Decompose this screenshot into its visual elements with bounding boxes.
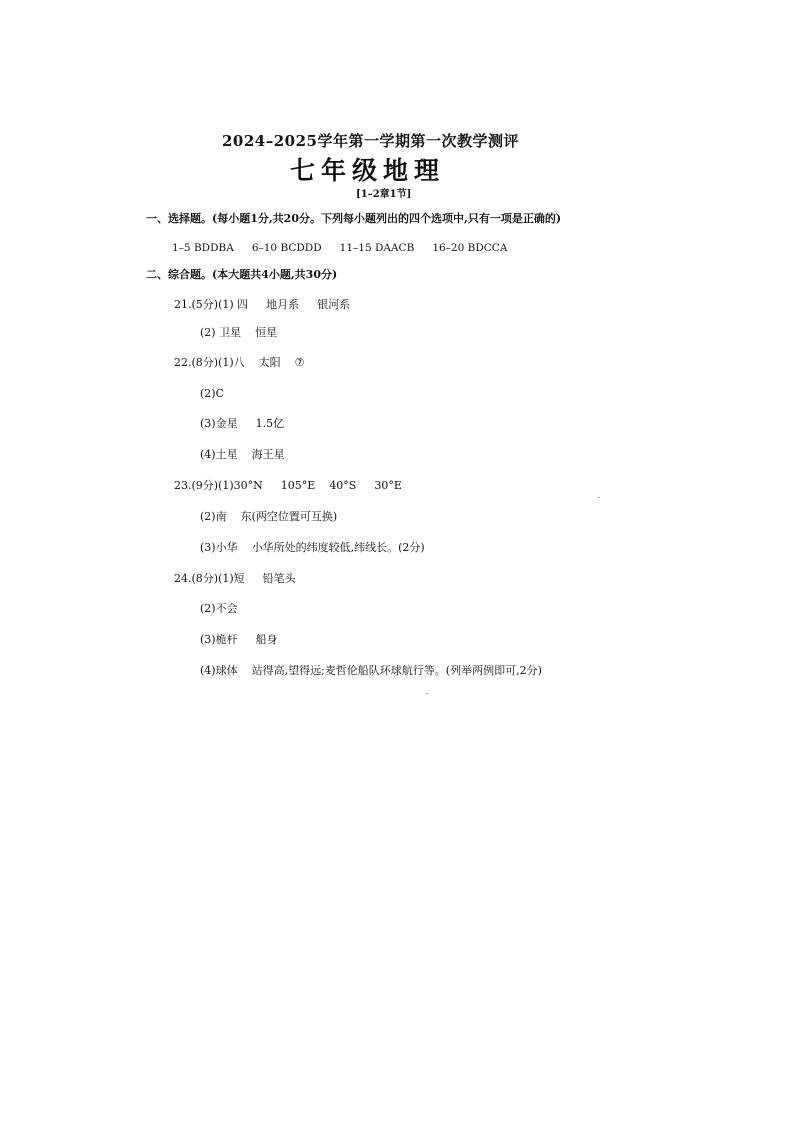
q21-label: 21.(5分)(1) 四: [174, 298, 249, 311]
q22-label: 22.(8分)(1)八: [174, 356, 245, 369]
q24-answer: 船身: [255, 633, 278, 646]
exam-term-heading: 2024–2025学年第一学期第一次教学测评: [222, 132, 519, 150]
q22-line4: [200, 448, 285, 462]
scan-speck: [426, 693, 428, 694]
q23-answer: 小华所处的纬度较低,纬线长。(2分): [251, 541, 425, 554]
q24-line3: [200, 633, 278, 647]
q24-part3-label: (3)桅杆: [200, 633, 238, 646]
q21-line2: [200, 326, 277, 340]
q22-line1: [174, 356, 305, 370]
q22-part3-label: (3)金星: [200, 417, 238, 430]
page-title: 七年级地理: [290, 156, 446, 185]
section1-heading: 一、选择题。(每小题1分,共20分。下列每小题列出的四个选项中,只有一项是正确的): [146, 212, 562, 225]
q22-part4-label: (4)土星: [200, 448, 238, 461]
choice-answers-group: 16–20 BDCCA: [432, 242, 508, 254]
q23-line2: [200, 510, 337, 524]
q23-part3-label: (3)小华: [200, 541, 238, 554]
choice-answers-group: 11–15 DAACB: [339, 242, 415, 254]
q23-answer: 东(两空位置可互换): [240, 510, 338, 523]
q24-part2: (2)不会: [200, 602, 238, 615]
q22-line3: [200, 417, 284, 431]
choice-answers-group: 1–5 BDDBA: [172, 242, 234, 254]
q23-answer: 40°S: [329, 479, 357, 492]
q22-answer: 1.5亿: [255, 417, 285, 430]
q23-label: 23.(9分)(1)30°N: [174, 479, 263, 492]
q24-line4: [200, 664, 542, 678]
choice-answers-group: 6–10 BCDDD: [251, 242, 322, 254]
q24-part4-label: (4)球体: [200, 664, 238, 677]
q22-answer: 太阳: [258, 356, 281, 369]
q21-line1: [174, 298, 350, 312]
q24-answer: 铅笔头: [262, 572, 296, 585]
q22-part2: (2)C: [200, 387, 224, 400]
q24-answer: 站得高,望得远;麦哲伦船队环球航行等。(列举两例即可,2分): [251, 664, 542, 677]
q23-part2-label: (2)南: [200, 510, 227, 523]
q22-answer: 海王星: [251, 448, 285, 461]
q22-answer: ⑦: [294, 356, 305, 369]
q23-line1: [174, 479, 402, 493]
q23-line3: [200, 541, 425, 555]
section2-heading: 二、综合题。(本大题共4小题,共30分): [146, 268, 338, 281]
q21-answer: 地月系: [266, 298, 300, 311]
q24-label: 24.(8分)(1)短: [174, 572, 245, 585]
q21-answer: 恒星: [255, 326, 278, 339]
scan-speck: [598, 497, 600, 498]
choice-answers-row: [172, 241, 507, 255]
q21-part2-label: (2) 卫星: [200, 326, 242, 339]
q24-line1: [174, 572, 296, 586]
chapter-scope: [1–2章1节]: [356, 189, 412, 200]
q23-answer: 105°E: [280, 479, 316, 492]
q21-answer: 银河系: [317, 298, 351, 311]
q23-answer: 30°E: [374, 479, 402, 492]
